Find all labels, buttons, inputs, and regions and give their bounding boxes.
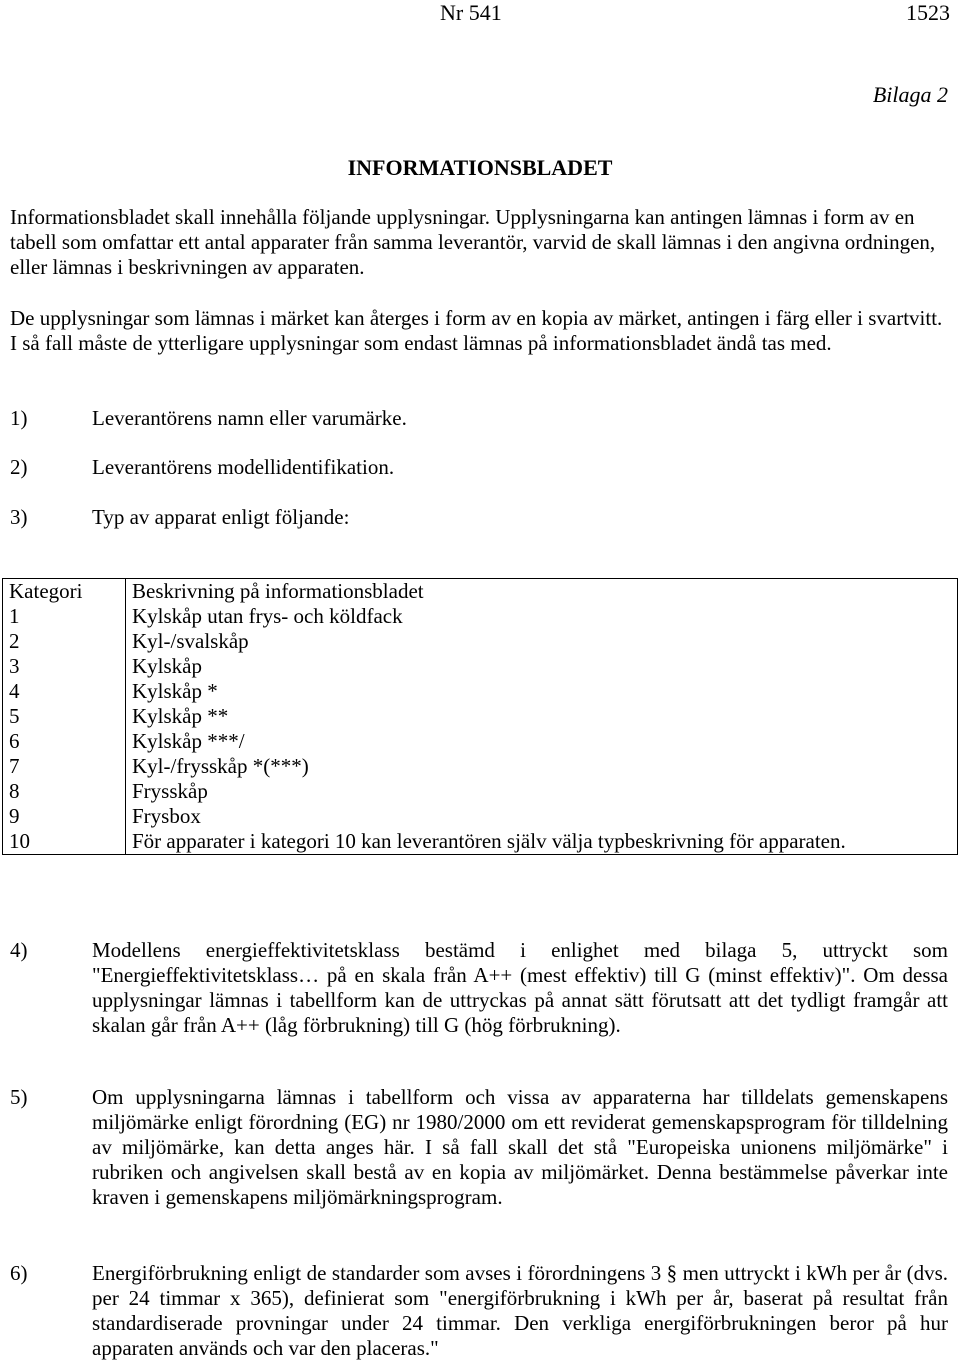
item-number: 4) — [10, 938, 28, 962]
item-text: Energiförbrukning enligt de standarder som avses i förordningens 3 § men uttryckt i kWh per år (dvs. per 24 timmar x 365), definierat som "energiförbrukning i kWh per år, baserat på resultat från standardiserade provningar under 24 timmar. Den verkliga energiförbrukningen beror på hur apparaten används och var den placeras." — [92, 1261, 948, 1360]
category-cell: 9 — [3, 804, 126, 829]
intro-paragraph-2 — [10, 306, 948, 356]
table-row — [3, 604, 958, 629]
table-row — [3, 629, 958, 654]
table-header-row — [3, 579, 958, 605]
item-text: Typ av apparat enligt följande: — [92, 505, 350, 529]
table-row — [3, 754, 958, 779]
paragraph-text: Informationsbladet skall innehålla följande upplysningar. Upplysningarna kan antingen lämnas i form av en tabell som omfattar ett antal apparater från samma leverantör, varvid de skall lämnas i den angivna ordningen, eller lämnas i beskrivningen av apparaten. — [10, 205, 936, 279]
issue-number: Nr 541 — [440, 0, 502, 25]
table-row — [3, 829, 958, 855]
table-row — [3, 654, 958, 679]
category-cell: 2 — [3, 629, 126, 654]
table-row — [3, 729, 958, 754]
annex-label: Bilaga 2 — [872, 82, 948, 107]
item-number: 6) — [10, 1261, 28, 1285]
description-cell: Kylskåp ** — [126, 704, 958, 729]
category-cell: 4 — [3, 679, 126, 704]
item-text: Leverantörens modellidentifikation. — [92, 455, 395, 479]
description-cell: Kylskåp ***/ — [126, 729, 958, 754]
description-cell: Kylskåp — [126, 654, 958, 679]
category-cell: 7 — [3, 754, 126, 779]
item-number: 2) — [10, 455, 28, 479]
item-number: 5) — [10, 1085, 28, 1109]
table-row — [3, 804, 958, 829]
table-row — [3, 704, 958, 729]
category-table — [2, 578, 958, 855]
item-text: Leverantörens namn eller varumärke. — [92, 406, 407, 430]
category-cell: 10 — [3, 829, 126, 855]
item-number: 3) — [10, 505, 28, 529]
item-text: Modellens energieffektivitetsklass bestämd i enlighet med bilaga 5, uttryckt som "Energieffektivitetsklass… på en skala från A++ (mest effektiv) till G (minst effektiv)". Om dessa upplysningar lämnas i tabellform kan de uttryckas på annat sätt förutsatt att det tydligt framgår att skalan går från A++ (låg förbrukning) till G (hög förbrukning). — [92, 938, 948, 1037]
column-header-category: Kategori — [3, 579, 126, 605]
description-cell: Kylskåp * — [126, 679, 958, 704]
table-row — [3, 779, 958, 804]
category-cell: 5 — [3, 704, 126, 729]
page-title: INFORMATIONSBLADET — [347, 155, 613, 180]
page-number: 1523 — [906, 0, 950, 25]
category-cell: 1 — [3, 604, 126, 629]
category-cell: 6 — [3, 729, 126, 754]
column-header-description: Beskrivning på informationsbladet — [126, 579, 958, 605]
table-row — [3, 679, 958, 704]
description-cell: Frysskåp — [126, 779, 958, 804]
description-cell: Kylskåp utan frys- och köldfack — [126, 604, 958, 629]
intro-paragraph-1 — [10, 205, 948, 280]
description-cell: Kyl-/frysskåp *(***) — [126, 754, 958, 779]
description-cell: Frysbox — [126, 804, 958, 829]
item-number: 1) — [10, 406, 28, 430]
item-text: Om upplysningarna lämnas i tabellform och vissa av apparaterna har tilldelats gemenskapens miljömärke enligt förordning (EG) nr 1980/2000 om ett reviderat gemenskapsprogram för tilldelning av miljömärke, kan detta anges här. I så fall skall det stå "Europeiska unionens miljömärke" i rubriken och angivelsen skall bestå av en kopia av miljömärket. Denna bestämmelse påverkar inte kraven i gemenskapens miljömärkningsprogram. — [92, 1085, 948, 1209]
description-cell: För apparater i kategori 10 kan leverantören själv välja typbeskrivning för apparaten. — [126, 829, 958, 855]
category-cell: 8 — [3, 779, 126, 804]
category-cell: 3 — [3, 654, 126, 679]
description-cell: Kyl-/svalskåp — [126, 629, 958, 654]
paragraph-text: De upplysningar som lämnas i märket kan återges i form av en kopia av märket, antingen i färg eller i svartvitt. I så fall måste de ytterligare upplysningar som endast lämnas på informationsbladet ändå tas med. — [10, 306, 943, 355]
